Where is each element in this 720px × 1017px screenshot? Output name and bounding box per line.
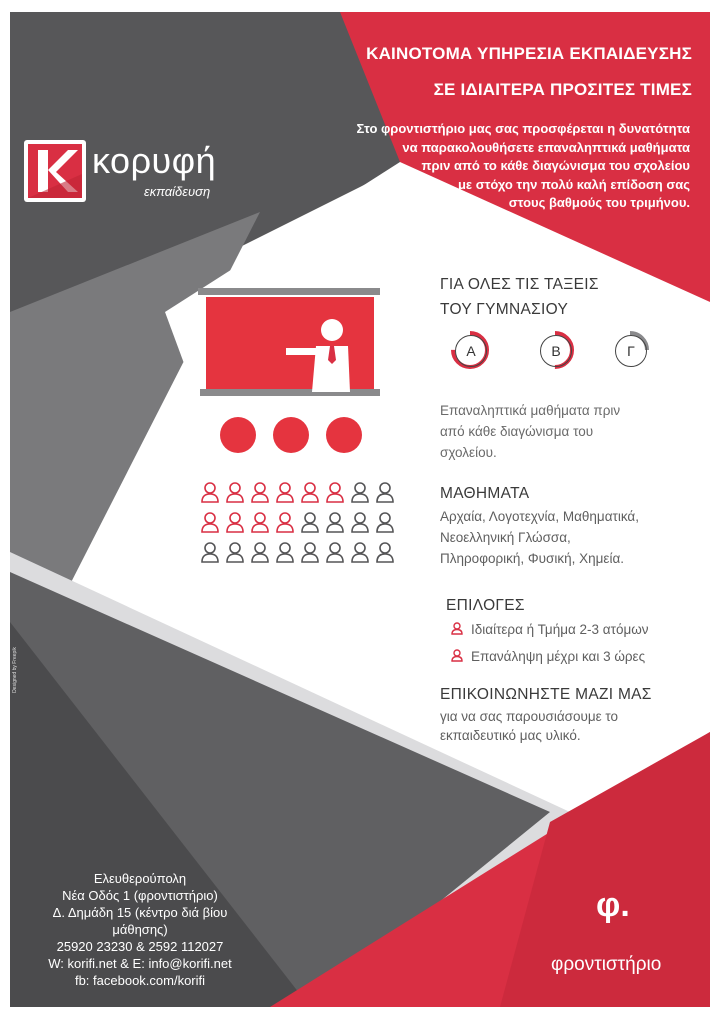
- grade-label: Γ: [615, 335, 647, 367]
- audience-person-icon: [227, 543, 243, 562]
- address-phone: 25920 23230 & 2592 112027: [56, 939, 224, 954]
- classes-title-line-1: ΓΙΑ ΟΛΕΣ ΤΙΣ ΤΑΞΕΙΣ: [440, 276, 599, 293]
- audience-person-icon: [327, 513, 343, 532]
- logo-name: κορυφή: [92, 140, 217, 181]
- audience-person-icon: [327, 483, 343, 502]
- address-line: Ελευθερούπολη: [93, 871, 187, 886]
- address-facebook: fb: facebook.com/korifi: [74, 973, 206, 988]
- person-icon: [451, 649, 463, 662]
- subjects-list: [440, 506, 639, 569]
- subjects-line: Νεοελληνική Γλώσσα,: [440, 530, 571, 545]
- audience-grid: [195, 482, 405, 572]
- designer-credit: Designed by Freepik: [11, 647, 18, 693]
- classes-description: [440, 400, 620, 463]
- subjects-line: Πληροφορική, Φυσική, Χημεία.: [440, 551, 625, 566]
- audience-person-icon: [352, 513, 368, 532]
- intro-line: πριν από το κάθε διαγώνισμα του σχολείου: [421, 158, 690, 173]
- option-item: Επανάληψη μέχρι και 3 ώρες: [471, 649, 646, 664]
- subjects-line: Αρχαία, Λογοτεχνία, Μαθηματικά,: [440, 509, 639, 524]
- audience-person-icon: [377, 483, 393, 502]
- audience-person-icon: [252, 513, 268, 532]
- audience-person-icon: [327, 543, 343, 562]
- address-line: Νέα Οδός 1 (φροντιστήριο): [62, 888, 218, 903]
- audience-person-icon: [277, 513, 293, 532]
- audience-person-icon: [302, 513, 318, 532]
- address-line: Δ. Δημάδη 15 (κέντρο διά βίου μάθησης): [52, 905, 228, 937]
- options-title: ΕΠΙΛΟΓΕΣ: [446, 597, 525, 614]
- option-item: Ιδιαίτερα ή Τμήμα 2-3 ατόμων: [471, 622, 649, 637]
- logo-subtitle: εκπαίδευση: [144, 184, 211, 199]
- audience-person-icon: [302, 543, 318, 562]
- grade-label: Α: [455, 335, 487, 367]
- audience-person-icon: [302, 483, 318, 502]
- intro-line: Στο φροντιστήριο μας σας προσφέρεται η δυνατότητα: [356, 121, 690, 136]
- description-line: σχολείου.: [440, 445, 497, 460]
- logo-mark-icon: [24, 140, 86, 202]
- classroom-illustration: [198, 288, 384, 458]
- brand-word: φροντιστήριο: [551, 954, 662, 975]
- classes-title-line-2: ΤΟΥ ΓΥΜΝΑΣΙΟΥ: [440, 301, 569, 318]
- contact-title: ΕΠΙΚΟΙΝΩΝΗΣΤΕ ΜΑΖΙ ΜΑΣ: [440, 686, 652, 703]
- subjects-title: ΜΑΘΗΜΑΤΑ: [440, 485, 530, 502]
- audience-person-icon: [202, 543, 218, 562]
- audience-person-icon: [277, 543, 293, 562]
- grade-b: [535, 330, 575, 370]
- audience-person-icon: [227, 513, 243, 532]
- audience-person-icon: [252, 483, 268, 502]
- description-line: Επαναληπτικά μαθήματα πριν: [440, 403, 621, 418]
- intro-line: να παρακολουθήσετε επαναληπτικά μαθήματα: [402, 139, 690, 155]
- contact-line: για να σας παρουσιάσουμε το: [440, 709, 619, 724]
- person-icon: [451, 622, 463, 635]
- audience-person-icon: [202, 483, 218, 502]
- grade-a: [450, 330, 490, 370]
- audience-person-icon: [377, 543, 393, 562]
- audience-person-icon: [352, 483, 368, 502]
- audience-person-icon: [352, 543, 368, 562]
- audience-person-icon: [252, 543, 268, 562]
- headline-line-1: ΚΑΙΝΟΤΟΜΑ ΥΠΗΡΕΣΙΑ ΕΚΠΑΙΔΕΥΣΗΣ: [366, 44, 692, 63]
- headline-line-2: ΣΕ ΙΔΙΑΙΤΕΡΑ ΠΡΟΣΙΤΕΣ ΤΙΜΕΣ: [433, 80, 692, 99]
- audience-person-icon: [377, 513, 393, 532]
- intro-text: [270, 120, 690, 213]
- audience-person-icon: [227, 483, 243, 502]
- audience-person-icon: [202, 513, 218, 532]
- address-block: [30, 870, 250, 989]
- grade-c: [610, 330, 650, 370]
- description-line: από κάθε διαγώνισμα του: [440, 424, 594, 439]
- address-web: W: korifi.net & E: info@korifi.net: [48, 956, 232, 971]
- intro-line: στους βαθμούς του τριμήνου.: [508, 195, 690, 210]
- contact-text: [440, 707, 618, 745]
- intro-line: με στόχο την πολύ καλή επίδοση σας: [457, 176, 690, 192]
- audience-person-icon: [277, 483, 293, 502]
- grade-label: Β: [540, 335, 572, 367]
- contact-line: εκπαιδευτικό μας υλικό.: [440, 728, 581, 743]
- flyer: [10, 12, 710, 1007]
- brand-symbol: φ.: [596, 886, 630, 924]
